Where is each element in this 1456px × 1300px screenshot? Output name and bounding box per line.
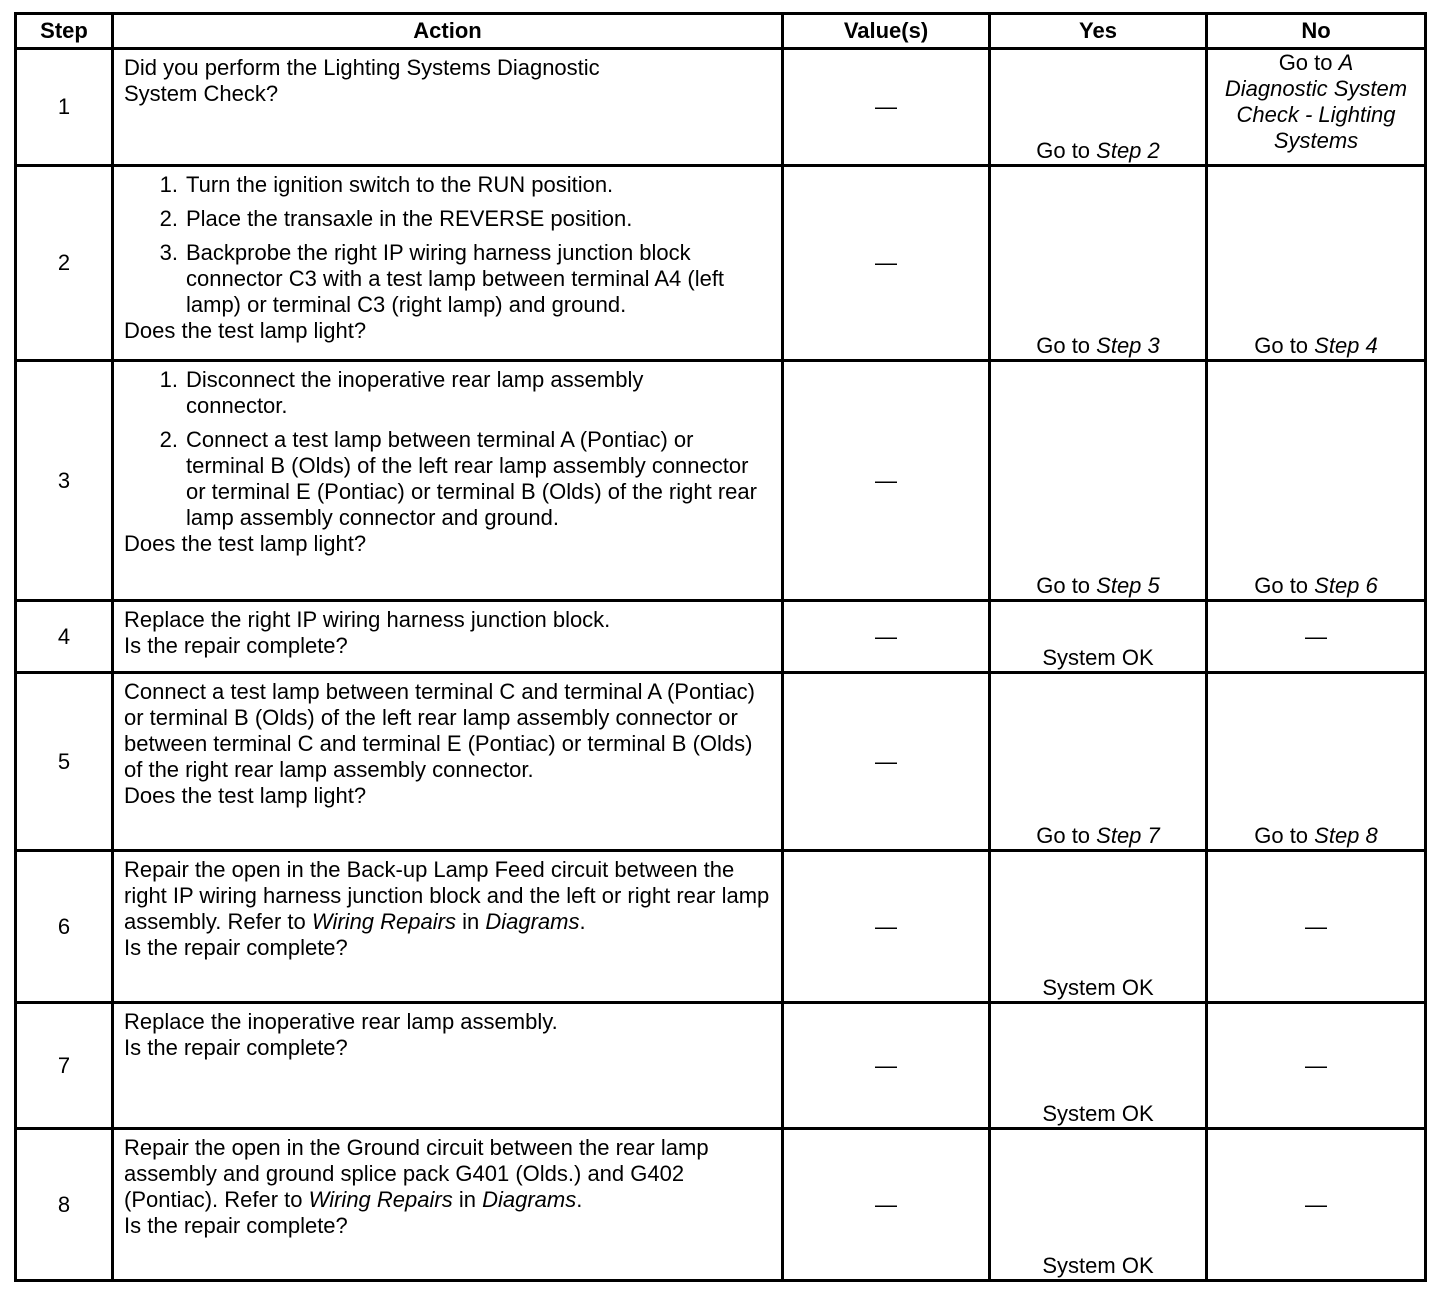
no-step-link[interactable]: Step 6 [1314,573,1378,598]
step-number: 6 [16,851,113,1003]
value-cell: — [783,601,990,673]
substep-list [124,172,771,318]
diagrams-link[interactable]: Diagrams [485,909,580,934]
no-ref-line[interactable]: System Check - [1236,76,1408,127]
action-cell [113,673,783,851]
value-cell: — [783,851,990,1003]
yes-cell [990,673,1207,851]
action-text: Did you perform the Lighting Systems Diagnostic System Check? [124,55,600,106]
yes-step-link[interactable]: Step 2 [1096,138,1160,163]
action-text: Replace the inoperative rear lamp assembly. [124,1009,558,1034]
action-question: Does the test lamp light? [124,318,367,343]
table-row [16,361,1426,601]
header-values: Value(s) [783,14,990,49]
yes-prefix: Go to [1036,333,1097,358]
no-ref-line[interactable]: A [1338,50,1354,75]
wiring-repairs-link[interactable]: Wiring Repairs [311,909,456,934]
table-row [16,673,1426,851]
substep-item: 2. Connect a test lamp between terminal A (Pontiac) or terminal B (Olds) of the left rear lamp assembly connector or terminal E (Pontiac) or terminal B (Olds) of the right rear lamp assembly connector and ground. [159,427,757,530]
no-prefix: Go to [1254,823,1315,848]
header-step: Step [16,14,113,49]
no-cell [1207,673,1426,851]
substep-list [124,367,771,531]
step-number: 2 [16,166,113,361]
table-row [16,1003,1426,1129]
substep-item: 3. Backprobe the right IP wiring harness junction block connector C3 with a test lamp between terminal A4 (left lamp) or terminal C3 (right lamp) and ground. [159,240,725,317]
action-cell [113,166,783,361]
action-question: Does the test lamp light? [124,783,367,808]
yes-cell: System OK [990,601,1207,673]
action-question: Is the repair complete? [124,935,348,960]
value-cell: — [783,166,990,361]
table-row [16,49,1426,166]
no-step-link[interactable]: Step 8 [1314,823,1378,848]
yes-step-link[interactable]: Step 3 [1096,333,1160,358]
yes-prefix: Go to [1036,573,1097,598]
no-cell: — [1207,1129,1426,1281]
no-cell: — [1207,851,1426,1003]
value-cell: — [783,1003,990,1129]
yes-prefix: Go to [1036,823,1097,848]
yes-step-link[interactable]: Step 5 [1096,573,1160,598]
diagnostic-table [14,12,1427,1282]
value-cell: — [783,673,990,851]
no-ref-line[interactable]: Diagnostic [1224,76,1328,101]
substep-item: 1. Disconnect the inoperative rear lamp assembly connector. [159,367,644,418]
action-text: Replace the right IP wiring harness junction block. [124,607,611,632]
action-cell [113,1129,783,1281]
table-row [16,601,1426,673]
yes-cell: System OK [990,1129,1207,1281]
no-prefix: Go to [1254,573,1315,598]
substep-item: 1. Turn the ignition switch to the RUN position. [159,172,614,197]
action-question: Is the repair complete? [124,633,348,658]
action-cell [113,851,783,1003]
no-line-1 [1208,50,1424,76]
action-cell [113,361,783,601]
no-cell: — [1207,1003,1426,1129]
action-cell [113,601,783,673]
step-number: 8 [16,1129,113,1281]
no-prefix: Go to [1254,333,1315,358]
action-text: Connect a test lamp between terminal C and terminal A (Pontiac) or terminal B (Olds) of the left rear lamp assembly connector or between terminal C and terminal E (Pontiac) or terminal B (Olds) of the right rear lamp assembly connector. [124,679,755,782]
no-cell [1207,166,1426,361]
action-question: Does the test lamp light? [124,531,367,556]
no-ref-line[interactable]: Lighting Systems [1273,102,1396,153]
wiring-repairs-link[interactable]: Wiring Repairs [308,1187,453,1212]
substep-item: 2. Place the transaxle in the REVERSE position. [159,206,633,231]
header-yes: Yes [990,14,1207,49]
yes-step-link[interactable]: Step 7 [1096,823,1160,848]
action-cell [113,1003,783,1129]
action-text: Repair the open in the Back-up Lamp Feed circuit between the right IP wiring harness junction block and the left or right rear lamp assembly. Refer to Wiring Repairs in Diagrams. [124,857,770,934]
yes-cell [990,166,1207,361]
header-action: Action [113,14,783,49]
no-cell [1207,361,1426,601]
yes-cell: System OK [990,851,1207,1003]
step-number: 3 [16,361,113,601]
header-no: No [1207,14,1426,49]
step-number: 4 [16,601,113,673]
step-number: 1 [16,49,113,166]
step-number: 5 [16,673,113,851]
table-row [16,1129,1426,1281]
no-step-link[interactable]: Step 4 [1314,333,1378,358]
step-number: 7 [16,1003,113,1129]
yes-prefix: Go to [1036,138,1097,163]
yes-cell [990,49,1207,166]
yes-cell [990,361,1207,601]
diagrams-link[interactable]: Diagrams [482,1187,577,1212]
no-cell: — [1207,601,1426,673]
action-cell [113,49,783,166]
action-question: Is the repair complete? [124,1035,348,1060]
yes-cell: System OK [990,1003,1207,1129]
value-cell: — [783,361,990,601]
action-question: Is the repair complete? [124,1213,348,1238]
no-prefix: Go to [1278,50,1339,75]
header-row [16,14,1426,49]
value-cell: — [783,1129,990,1281]
no-cell [1207,49,1426,166]
table-row [16,166,1426,361]
table-row [16,851,1426,1003]
action-text: Repair the open in the Ground circuit between the rear lamp assembly and ground splice pack G401 (Olds.) and G402 (Pontiac). Refer to Wiring Repairs in Diagrams. [124,1135,709,1212]
value-cell: — [783,49,990,166]
